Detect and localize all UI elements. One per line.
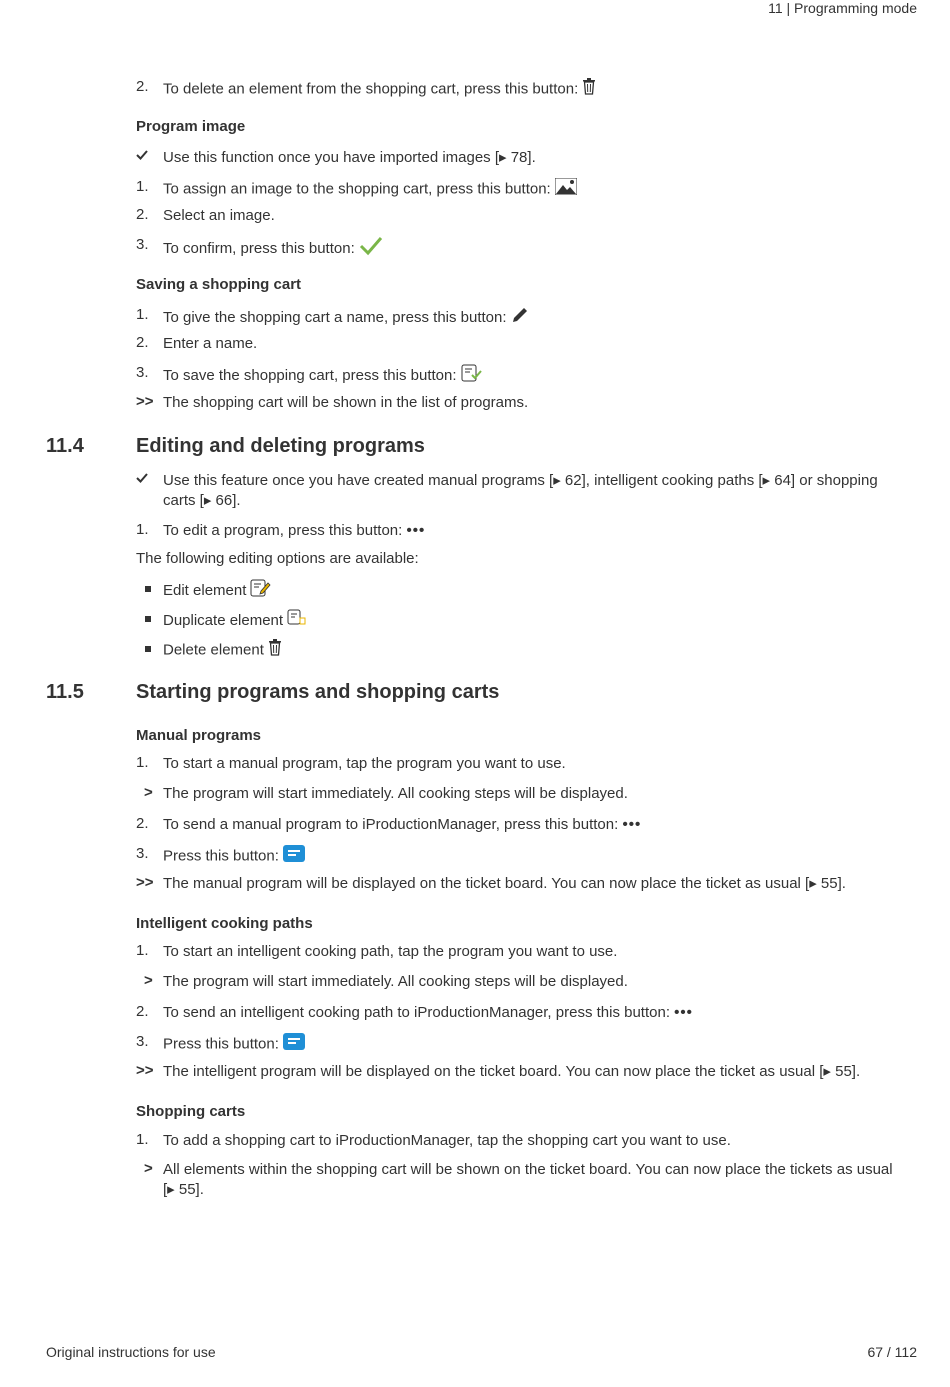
step-number: 3.	[136, 364, 149, 381]
footer-left: Original instructions for use	[46, 1344, 216, 1360]
result-marker: >>	[136, 874, 154, 891]
step-number: 2.	[136, 334, 149, 351]
step-text: To start a manual program, tap the program you want to use.	[163, 755, 566, 772]
result-text: The manual program will be displayed on the ticket board. You can now place the ticket as usual [▸ 55].	[163, 875, 846, 892]
step-number: 1.	[136, 754, 149, 771]
step-text: Press this button:	[163, 1033, 920, 1056]
section-title: Editing and deleting programs	[136, 435, 425, 457]
step-number: 2.	[136, 815, 149, 832]
result-text: The program will start immediately. All cooking steps will be displayed.	[163, 785, 628, 802]
step-number: 2.	[136, 1003, 149, 1020]
paragraph: The following editing options are available:	[136, 550, 419, 567]
result-text: The intelligent program will be displayed on the ticket board. You can now place the ticket as usual [▸ 55].	[163, 1063, 861, 1080]
step-text: Select an image.	[163, 207, 275, 224]
result-marker: >>	[136, 1062, 154, 1079]
result-text: The program will start immediately. All cooking steps will be displayed.	[163, 973, 628, 990]
list-item: Delete element	[163, 639, 920, 662]
result-text: All elements within the shopping cart will be shown on the ticket board. You can now place the tickets as usual [▸ 55].	[163, 1161, 893, 1198]
step-text: To send a manual program to iProductionManager, press this button: •••	[163, 816, 642, 833]
step-text: To give the shopping cart a name, press this button:	[163, 306, 920, 330]
section-title: Starting programs and shopping carts	[136, 681, 500, 703]
step-number: 1.	[136, 1131, 149, 1148]
duplicate-icon	[287, 609, 307, 633]
subheading-program-image: Program image	[136, 118, 246, 135]
step-text: To confirm, press this button:	[163, 236, 920, 262]
step-text: To delete an element from the shopping cart, press this button:	[163, 78, 920, 101]
step-number: 2.	[136, 78, 149, 95]
page-header: 11 | Programming mode	[768, 0, 917, 16]
step-number: 2.	[136, 206, 149, 223]
bullet	[145, 616, 151, 622]
result-marker: >	[144, 1160, 153, 1177]
step-text: To save the shopping cart, press this button:	[163, 364, 920, 388]
list-item: Edit element	[163, 579, 920, 603]
result-marker: >	[144, 784, 153, 801]
trash-icon	[582, 78, 596, 101]
save-list-icon	[461, 364, 483, 388]
ticket-board-icon	[283, 845, 305, 868]
step-number: 1.	[136, 942, 149, 959]
step-number: 1.	[136, 178, 149, 195]
step-text: To start an intelligent cooking path, tap the program you want to use.	[163, 943, 618, 960]
step-text: To assign an image to the shopping cart, press this button:	[163, 178, 920, 201]
section-number: 11.4	[46, 435, 84, 457]
result-text: The shopping cart will be shown in the list of programs.	[163, 394, 529, 411]
page-number: 67 / 112	[867, 1344, 917, 1360]
step-text: To edit a program, press this button: •••	[163, 522, 426, 539]
list-item: Duplicate element	[163, 609, 920, 633]
ticket-board-icon	[283, 1033, 305, 1056]
more-dots-icon: •••	[674, 1004, 693, 1021]
step-number: 1.	[136, 306, 149, 323]
result-marker: >	[144, 972, 153, 989]
bullet	[145, 586, 151, 592]
subheading-manual-programs: Manual programs	[136, 727, 262, 744]
check-icon	[136, 148, 161, 165]
result-marker: >>	[136, 393, 154, 410]
section-number: 11.5	[46, 681, 84, 703]
prerequisite-text: Use this feature once you have created manual programs [▸ 62], intelligent cooking paths [▸ 64] or shopping carts [▸ 66].	[163, 472, 878, 509]
edit-element-icon	[250, 579, 272, 603]
image-icon	[555, 178, 577, 201]
pencil-icon	[511, 306, 529, 330]
step-number: 3.	[136, 1033, 149, 1050]
bullet	[145, 646, 151, 652]
trash-icon	[268, 639, 282, 662]
prerequisite-text: Use this function once you have imported images [▸ 78].	[163, 149, 536, 166]
ref-arrow-icon: ▸	[499, 149, 507, 166]
subheading-shopping-carts: Shopping carts	[136, 1103, 246, 1120]
step-text: Press this button:	[163, 845, 920, 868]
more-dots-icon: •••	[622, 816, 642, 833]
step-text: To add a shopping cart to iProductionManager, tap the shopping cart you want to use.	[163, 1132, 731, 1149]
step-number: 3.	[136, 236, 149, 253]
more-dots-icon: •••	[406, 522, 426, 539]
confirm-checkmark-icon	[359, 236, 383, 262]
check-icon	[136, 471, 161, 488]
step-text: To send an intelligent cooking path to iProductionManager, press this button: •••	[163, 1004, 693, 1021]
step-number: 1.	[136, 521, 149, 538]
step-number: 3.	[136, 845, 149, 862]
subheading-intelligent-cooking: Intelligent cooking paths	[136, 915, 313, 932]
subheading-saving-cart: Saving a shopping cart	[136, 276, 302, 293]
step-text: Enter a name.	[163, 335, 258, 352]
